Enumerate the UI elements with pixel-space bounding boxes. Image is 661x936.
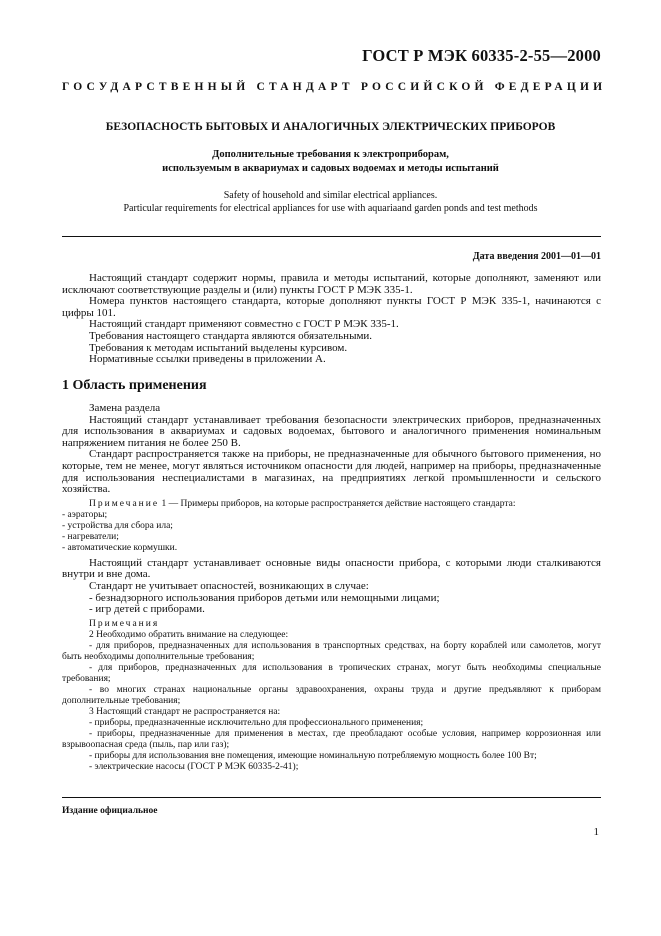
note-label: Примечание xyxy=(89,498,160,509)
note-text: 1 — Примеры приборов, на которые распространяется действие настоящего стандарта: xyxy=(159,498,516,509)
intro-block xyxy=(62,272,601,366)
scope-paragraph: Стандарт не учитывает опасностей, возникающих в случае: xyxy=(89,579,369,592)
list-item: - приборы, предназначенные для применения в местах, где преобладают особые условия, например коррозионная или взрывоопасная среда (пыль, пар или газ); xyxy=(62,728,601,750)
list-item: - нагреватели; xyxy=(62,531,119,542)
scope-paragraph: Стандарт распространяется также на приборы, не предназначенные для обычного бытового применения, но которые, тем не менее, могут являться источником опасности для людей, например на приборы, предназначенные для использования неспециалистами в магазинах, на предприятиях легкой промышленности и сельского хозяйства. xyxy=(62,448,601,496)
effective-date: Дата введения 2001—01—01 xyxy=(472,251,601,262)
intro-paragraph: Номера пунктов настоящего стандарта, которые дополняют пункты ГОСТ Р МЭК 335-1, начинаются с цифры 101. xyxy=(62,295,601,319)
subtitle-line: используемым в аквариумах и садовых водоемах и методы испытаний xyxy=(162,163,499,174)
english-title xyxy=(62,189,599,215)
state-standard-heading: ГОСУДАРСТВЕННЫЙ СТАНДАРТ РОССИЙСКОЙ ФЕДЕРАЦИИ xyxy=(62,81,607,93)
scope-paragraph: Настоящий стандарт устанавливает основные виды опасности прибора, с которыми люди сталкиваются внутри и вне дома. xyxy=(62,556,601,581)
scope-paragraph: Настоящий стандарт устанавливает требования безопасности электрических приборов, предназначенных для использования в аквариумах и садовых водоемах, бытового и аналогичного применения номинальным напряжением питания не более 250 В. xyxy=(62,413,601,449)
intro-paragraph: Требования настоящего стандарта являются обязательными. xyxy=(89,329,373,342)
list-item: - электрические насосы (ГОСТ Р МЭК 60335-2-41); xyxy=(89,761,299,772)
list-item: - безнадзорного использования приборов детьми или немощными лицами; xyxy=(89,591,440,604)
standard-number: ГОСТ Р МЭК 60335-2-55—2000 xyxy=(362,46,601,65)
section-heading: 1 Область применения xyxy=(62,378,207,393)
intro-paragraph: Нормативные ссылки приведены в приложении А. xyxy=(89,353,326,366)
notes-block xyxy=(62,618,601,773)
note-1-heading xyxy=(62,499,601,510)
footer-divider xyxy=(62,797,601,798)
intro-paragraph: Настоящий стандарт содержит нормы, правила и методы испытаний, которые дополняют, заменяют или исключают соответствующие разделы и (или) пункты ГОСТ Р МЭК 335-1. xyxy=(62,272,601,296)
subtitle-line: Дополнительные требования к электроприборам, xyxy=(212,149,449,160)
note-intro: 2 Необходимо обратить внимание на следующее: xyxy=(89,629,289,640)
document-title: БЕЗОПАСНОСТЬ БЫТОВЫХ И АНАЛОГИЧНЫХ ЭЛЕКТРИЧЕСКИХ ПРИБОРОВ xyxy=(105,121,556,133)
english-title-line: Safety of household and similar electrical appliances. xyxy=(223,190,438,201)
english-title-line: Particular requirements for electrical appliances for use with aquariaand garden ponds and test methods xyxy=(123,203,538,214)
list-item: - для приборов, предназначенных для использования в тропических странах, могут быть необходимы специальные требования; xyxy=(62,662,601,684)
notes-label: Примечания xyxy=(89,618,160,629)
section-body xyxy=(62,402,601,773)
list-item: - игр детей с приборами. xyxy=(89,603,205,616)
list-item: - устройства для сбора ила; xyxy=(62,520,173,531)
list-item: - приборы, предназначенные исключительно для профессионального применения; xyxy=(89,717,424,728)
page-number: 1 xyxy=(593,826,599,838)
list-item: - приборы для использования вне помещения, имеющие номинальную потребляемую мощность более 100 Вт; xyxy=(89,750,537,761)
edition-label: Издание официальное xyxy=(62,806,158,816)
list-item: - аэраторы; xyxy=(62,509,108,520)
list-item: - во многих странах национальные органы здравоохранения, охраны труда и другие предъявляют к приборам дополнительные требования; xyxy=(62,684,601,706)
list-item: - для приборов, предназначенных для использования в транспортных средствах, на борту кораблей или самолетов, могут быть необходимы дополнительные требования; xyxy=(62,640,601,662)
document-subtitle xyxy=(62,148,599,176)
replace-note: Замена раздела xyxy=(89,402,161,414)
note-intro: 3 Настоящий стандарт не распространяется на: xyxy=(89,706,281,717)
intro-paragraph: Требования к методам испытаний выделены курсивом. xyxy=(89,341,348,354)
header-divider xyxy=(62,236,601,237)
note-1 xyxy=(62,499,601,554)
list-item: - автоматические кормушки. xyxy=(62,542,178,553)
intro-paragraph: Настоящий стандарт применяют совместно с ГОСТ Р МЭК 335-1. xyxy=(89,318,399,331)
